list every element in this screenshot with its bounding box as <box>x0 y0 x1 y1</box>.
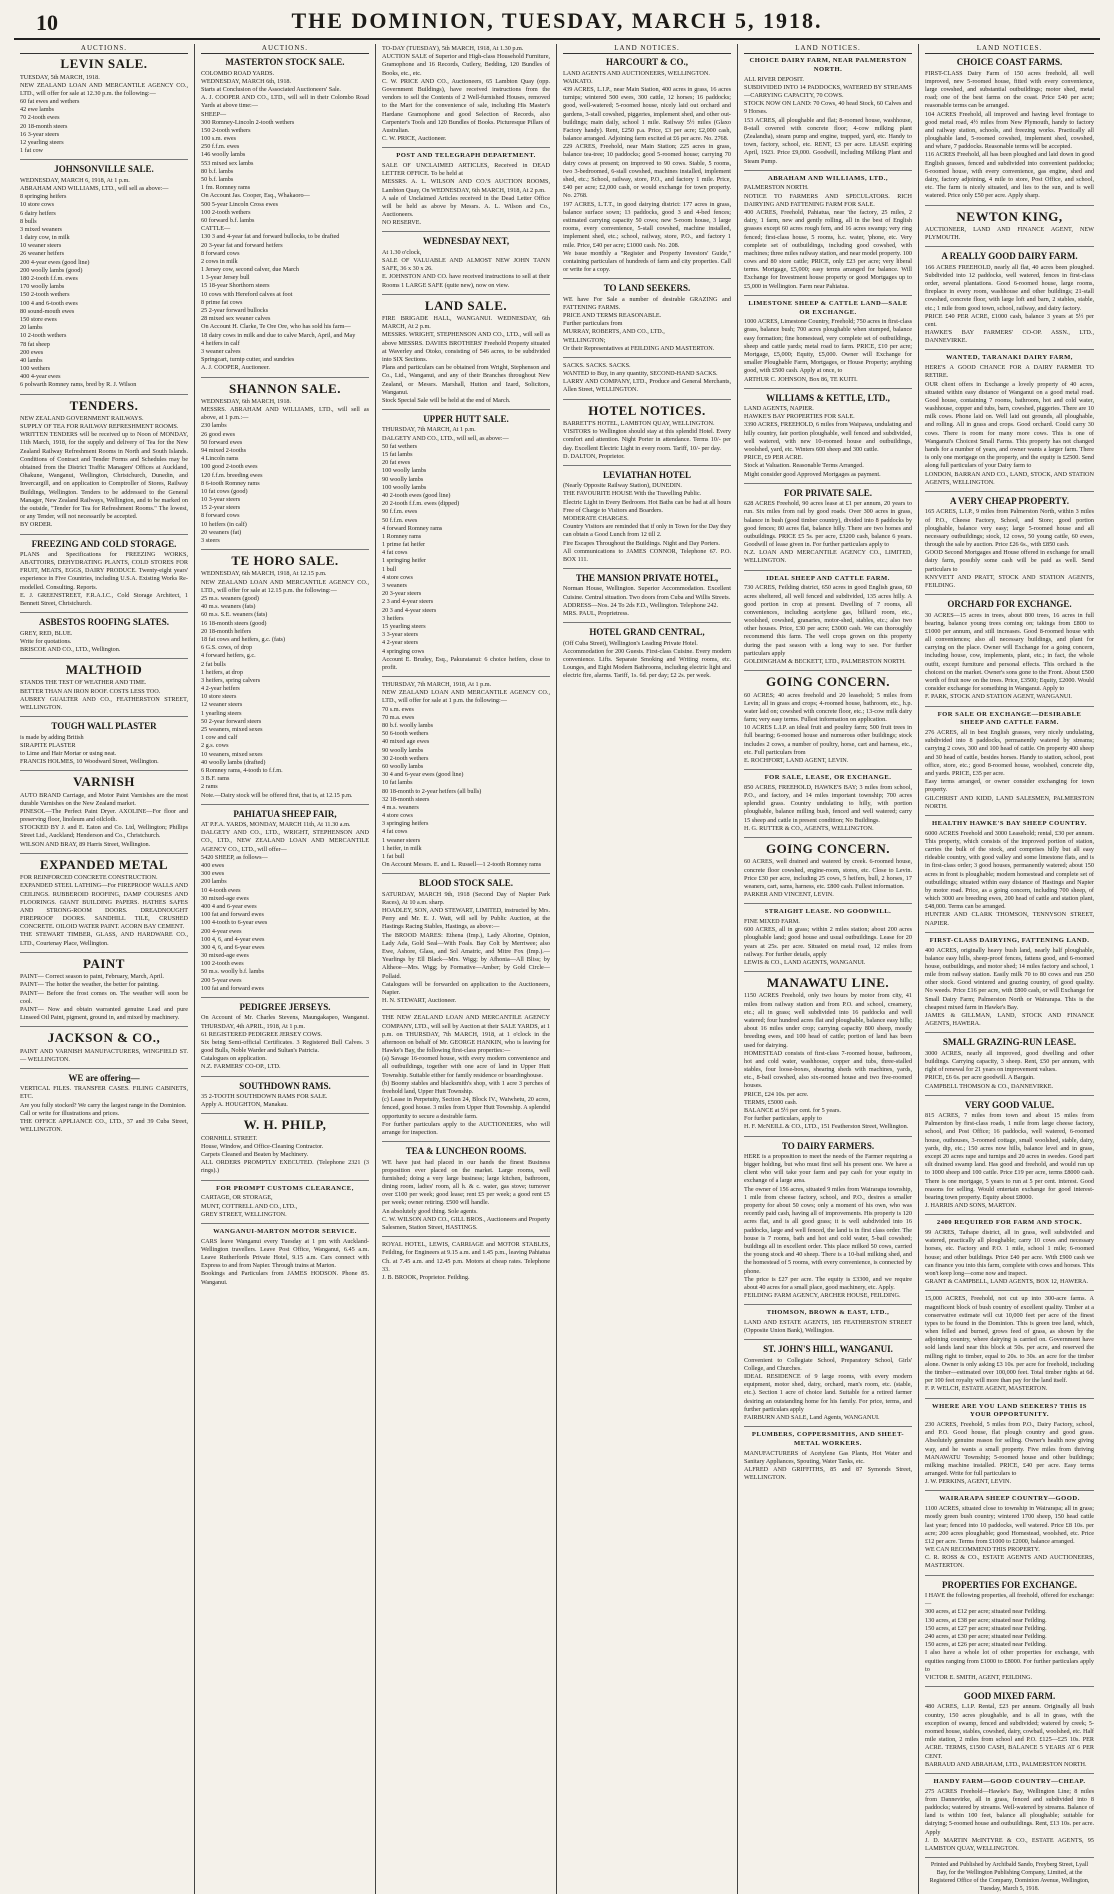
column-5 <box>738 44 919 1894</box>
advertisement-block <box>925 937 1094 1034</box>
advertisement-block <box>20 957 188 1027</box>
advertisement-block <box>201 1081 369 1115</box>
advertisement-text: THE NEW ZEALAND LOAN AND MERCANTILE AGENCY COMPANY, LTD., will sell by Auction at their SALE YARDS, at 1 p.m. on THURSDAY, 7th MARCH, 1918, at 1 o'clock in the afternoon on behalf of Mr. GEORGE HANKIN, who is leaving for Hawke's Bay, the following first-class properties:— (a) Savage 16-roomed house, with every modern convenience and all outbuildings, together with one acre of land in Upper Hutt Township. Suitable either for family residence or boardinghouse. (b) Boomy stables and blacksmith's shop, with 1 acre 3 perches of freehold land, Upper Hutt Township. (c) Lease in Perpetuity, Section 24, Block IV., Waiwhetu, 20 acres, fenced, good house. 3 miles from Upper Hutt Township. A splendid opportunity to secure a desirable farm. For further particulars apply to the AUCTIONEERS, who will arrange for inspection. <box>382 1014 550 1136</box>
advertisement-block <box>563 57 731 279</box>
advertisement-text: WEDNESDAY, MARCH 6, 1918, At 1 p.m. ABRAHAM AND WILLIAMS, LTD., will sell as above:— 8 springing heifers 10 store cows 6 dairy heifers 8 bulls 3 mixed weaners 1 dairy cow, in milk 10 weaner steers 26 weaner heifers 200 4-year ewes (good line) 200 woolly lambs (good) 180 2-tooth f.f.m. ewes 170 woolly lambs 150 2-tooth wethers 100 4 and 6-tooth ewes 80 sound-mouth ewes 150 store ewes 20 lambs 10 2-tooth wethers 78 fat sheep 200 ewes 40 lambs 100 wethers 400 4-year ewes 6 polwarth Romney rams, bred by R. J. Wilson <box>20 176 169 389</box>
advertisement-title: ORCHARD FOR EXCHANGE. <box>947 599 1072 610</box>
advertisement-text: 276 ACRES, all in best English grasses, very nicely undulating, subdivided into 8 paddocks, permanently watered by streams; carrying 2 cows, 300 and 100 head of cattle. On property 400 sheep and 30 head of cattle, besides horses. Handy to station, school, post office, store, etc.; good 8-roomed house, woolshed, concrete dip, and yards. PRICE, £35 per acre. Easy terms arranged, or owner consider exchanging for town property. GILCHRIST AND KIDD, LAND SALESMEN, PALMERSTON NORTH. <box>925 729 1094 810</box>
advertisement-title: ASBESTOS ROOFING SLATES. <box>39 617 169 628</box>
advertisement-block <box>20 1031 188 1069</box>
advertisement-text: WEDNESDAY, 6th MARCH, 1918, At 12.15 p.m. NEW ZEALAND LOAN AND MERCANTILE AGENCY CO., LTD., will offer for sale at 12.15 p.m. the following:— 25 m.s. weaners (good) 40 m.s. weaners (fats) 60 m.s. S.E. weaners (fats) 16 18-month steers (good) 20 18-month heifers 18 fat cows and heifers, g.c. (fats) 6 G.S. cows, of drop 4 forward heifers, g.c. 2 fat bulls 1 heifers, at drop 3 heifers, spring calvers 4 2-year heifers 10 store steers 12 weaner steers 1 yearling steers 50 2-year forward steers 25 weaners, mixed sexes 1 cow and calf 2 g.s. cows 10 weaners, mixed sexes 40 woolly lambs (drafted) 6 Romney rams, 4-tooth to f.f.m. 3 B.F. rams 2 rams Note.—Dairy stock will be offered first, that is, at 12.15 p.m. <box>201 570 369 799</box>
advertisement-block <box>382 236 550 294</box>
advertisement-text: FOR REINFORCED CONCRETE CONSTRUCTION. EXPANDED STEEL LATHING—For FIREPROOF WALLS AND CEILINGS. RUBBEROID ROOFING, DAMP COURSES AND FLOORINGS. GIANT BUILDING PAPERS. HATHES SAFES AND STRONG-ROOM DOORS. DREADNOUGHT FIREPROOF DOORS. SANDHILL TILE, CRUSHED CONCRETE. OILOID WATER PAINT. ACORN BAY CEMENT. THE STEWART TIMBER, GLASS, AND HARDWARE CO., LTD., Courtenay Place, Wellington. <box>20 874 188 947</box>
advertisement-block <box>744 393 912 484</box>
advertisement-block <box>20 775 188 854</box>
advertisement-text: 730 ACRES, Feilding district, 650 acres in good English grass, 60 acres sheltered, all well fenced and subdivided, 135 acres hilly. A good portion in crop at present. Dwelling of 7 rooms, all conveniences, including acetylene gas, billiard room, etc., woolshed, cowshed, granaries, motor-shed, stables, etc.; also two other houses. Price, £30 per acre; £3000 cash. We can thoroughly recommend this farm. The well crops grown on this property during the past season with a long way to see. For further particulars apply GOLDINGHAM & BECKETT, LTD., PALMERSTON NORTH. <box>744 584 912 666</box>
advertisement-text: Norman House, Wellington. Superior Accommodation. Excellent Cuisine. Central situation. Two doors from Cuba and Willis Streets. ADDRESS—Nos. 24 To 2ds F.D., Wellington. Telephone 242. MRS. PAUL, Proprietress. <box>563 585 731 618</box>
advertisement-title: GOING CONCERN. <box>765 674 890 690</box>
advertisement-title: FREEZING AND COLD STORAGE. <box>31 538 177 549</box>
advertisement-title: HOTEL NOTICES. <box>588 402 706 418</box>
advertisement-text: 815 ACRES, 7 miles from town and about 15 miles from Palmerston by first-class roads, 1 mile from large cheese factory, school, and Post Office; 16 paddocks, well watered, 6-roomed house, outhouses, 3-roomed cottage, small woolshed, stable, dairy, yards, dip, etc.; 150 acres now hills, balance level and in grass, except 20 acres rape and turnips and 20 acres in swedes. Good part silt drained swamp land. Has good and freehold, and would run up to 1000 sheep and 100 cattle. Price £19 per acre, terms £8000 cash. There is one mortgage, 5 years to run at 5 per cent. interest. Good reasons for selling. Would entertain exchange for good interest-bearing town property. Equity about £8000. J. HARRIS AND SONS, MARTON. <box>925 1112 1094 1210</box>
advertisement-text: 6000 ACRES Freehold and 3000 Leasehold; rental, £30 per annum. This property, which consists of the improved portion of station, carries the bulk of the stock, and comprises hilly but all easy rideable country, with good valley and some limestone flats, and is in first-class order; 3 good houses, permanently watered; about 150 acres in front is ploughable; modern homestead and complete set of outbuildings; situated within easy distance of Hastings and Napier by motor road. Price, as a going concern, including 700 sheep, of which 3000 are breeding ewes, 200 head of cattle and station plant, £48,000. Terms can be arranged. HUNTER AND CLARK THOMSON, TENNYSON STREET, NAPIER. <box>925 829 1094 927</box>
advertisement-text: ALL RIVER DEPOSIT. SUBDIVIDED INTO 14 PADDOCKS, WATERED BY STREAMS—CARRYING CAPACITY, 70 COWS. STOCK NOW ON LAND: 70 Cows, 40 head Stock, 60 Calves and 9 Horses. 153 ACRES, all ploughable and flat; 8-roomed house, washhouse, 8-stall covered with concrete floor; 4-cow milking plant (Zealandia), steam pump and engine, trapped, yard, etc. Handy to town, factory, school, etc. RENT, £3 per acre. LEASE expiring April, 1923. Price £9,000. Goodwill, including Milking Plant and Steam Pump. <box>744 75 912 165</box>
advertisement-title: LEVIATHAN HOTEL <box>602 469 692 480</box>
advertisement-text: ROYAL HOTEL, LEWIS, CARRIAGE and MOTOR STABLES, Feilding, for Engineers at 9.15 a.m. and 1.45 p.m., leaving Pahiatua Ch. at 7.45 a.m. and 12.45 p.m. Motors at cheap rates. Telephone 33. J. B. BROOK, Proprietor. Feilding. <box>382 1241 550 1281</box>
advertisement-block <box>382 878 550 1010</box>
advertisement-title: FOR SALE OR EXCHANGE—DESIRABLE SHEEP AND CATTLE FARM. <box>937 710 1082 727</box>
advertisement-title: POST AND TELEGRAPH DEPARTMENT. <box>396 152 536 160</box>
column-2 <box>195 44 376 1894</box>
advertisement-block <box>201 809 369 998</box>
advertisement-text: Convenient to Collegiate School, Preparatory School, Girls' College, and Churches. IDEAL RESIDENCE of 9 large rooms, with every modern equipment, motor shed, dairy, orchard, man's room, etc. (stable, etc.). Section 1 acre of choice land. Suitable for a retired farmer desiring an outstanding home for his family. For price, terms, and further particulars apply FAIRBURN AND SALE, Land Agents, WANGANUI. <box>744 1356 912 1422</box>
advertisement-block <box>201 1002 369 1077</box>
advertisement-block <box>925 1295 1094 1398</box>
advertisement-title: TO DAIRY FARMERS. <box>781 1140 875 1151</box>
advertisement-title: TENDERS. <box>69 397 139 413</box>
advertisement-title: LEVIN SALE. <box>60 56 148 72</box>
advertisement-text: FINE MIXED FARM. 600 ACRES, all in grass; within 2 miles station; about 200 acres ploughable land; good house and usual outbuildings. Lease for 20 years at 25s. per acre. Situated on metal road, 12 miles from railway. For further details, apply LEWIS & CO., LAND AGENTS, WANGANUI. <box>744 917 912 966</box>
advertisement-text: PAINT— Correct season to paint, February, March, April. PAINT— The hotter the weather, the better for painting. PAINT— Before the frost comes on. The weather will soon be cool. PAINT— Now and obtain warranted genuine Lead and pure Linseed Oil Paint, pigment, ground in, and mixed by machinery. <box>20 973 188 1022</box>
column-6 <box>919 44 1100 1894</box>
advertisement-block <box>925 1219 1094 1291</box>
advertisement-title: TO LAND SEEKERS. <box>603 283 691 294</box>
advertisement-title: CHOICE DAIRY FARM, NEAR PALMERSTON NORTH. <box>749 57 907 73</box>
advertisement-title: WILLIAMS & KETTLE, LTD., <box>766 392 890 403</box>
advertisement-block <box>20 721 188 771</box>
advertisement-title: A VERY CHEAP PROPERTY. <box>949 495 1070 506</box>
advertisement-title: FOR PRIVATE SALE. <box>784 487 872 498</box>
advertisement-block <box>382 414 550 677</box>
advertisement-text: HERE'S A GOOD CHANCE FOR A DAIRY FARMER TO RETIRE. OUR client offers in Exchange a lovely property of 40 acres, situated within easy distance of Wanganui on a good metal road. Good house, containing 7 rooms, bathroom, hot and cold water, washhouse, copper and tubs, barn, cowshed, piggeries. There are 10 milk cows. Phone laid on. Well laid out grounds, all ploughable, and rolling. All in grass and crops. Good orchard. Could carry 30 cows. There is room for many more cows. This is one of Wanganui's Choicest Small Farms. This property has not changed hands for a number of years, and owner wants a larger farm. There is only one mortgage on the property, and the equity is £2500. Send along full particulars of your Dairy farm to LONDON, BARRAN AND CO., LAND, STOCK, AND STATION AGENTS, WELLINGTON. <box>925 364 1094 486</box>
advertisement-block <box>744 1344 912 1427</box>
advertisement-text: VERTICAL FILES. TRANSFER CASES. FILING CABINETS, ETC. Are you fully stocked? We carry the largest range in the Dominion. Call or write for illustrations and prices. THE OFFICE APPLIANCE CO., LTD., 37 and 39 Cuba Street, WELLINGTON. <box>20 1085 188 1134</box>
advertisement-block <box>563 573 731 623</box>
publisher-imprint: Printed and Published by Archibald Sando, Freyberg Street, Lyall Bay, for the Wellington Publishing Company, Limited, at the Registered Office of the Company, Dominion Avenue, Wellington, Tuesday, March 5, 1918. <box>929 1862 1090 1892</box>
advertisement-text: 35 2-TOOTH SOUTHDOWN RAMS FOR SALE. Apply A. HOUGHTON, Manakau. <box>201 1093 328 1109</box>
advertisement-text: 15,000 ACRES, Freehold, not cut up into 300-acre farms. A magnificent block of bush country of excellent quality. Timber at a conservative estimate will cut 10,000 feet per acre of the finest types to be found in the Dominion. This is green tree land, which, when felled and burned, grows feed of grass, as shown by the adjoining country, where dairying is carried on. Government have sold lands land near this block at 50s. per acre, and reserved the milling right to timber, equal to 20s. to 30s. an acre for the timber alone. Owner is only asking £3 10s. per acre for freehold, including the timber—estimated over 100,000 feet. Total timber rights at 6d. per 100 feet royalty will more than pay for the land itself. F. P. WELCH, ESTATE AGENT, MASTERTON. <box>925 1295 1094 1393</box>
advertisement-title: STRAIGHT LEASE. NO GOODWILL. <box>764 908 892 916</box>
advertisement-text: 628 ACRES Freehold, 90 acres lease at £1 per annum, 20 years to run. Six miles from rail by good roads. Over 300 acres in grass, balance in bush (good timber country), divided into 8 paddocks by good fences; 80 acres flat, balance hilly. There are two homes and outbuildings. PRICE £5 5s. per acre, £3200 cash, balance 6 years. Goodwill of lease given in. For further particulars apply to N.Z. LOAN AND MERCANTILE AGENCY CO., LIMITED, WELLINGTON. <box>744 500 912 565</box>
advertisement-block <box>201 382 369 551</box>
advertisement-title: PAINT <box>83 955 125 971</box>
advertisement-block <box>925 210 1094 248</box>
advertisement-title: NEWTON KING, <box>956 208 1063 224</box>
advertisement-title: MANAWATU LINE. <box>766 975 890 991</box>
advertisement-block <box>744 675 912 770</box>
advertisement-block <box>925 1495 1094 1575</box>
advertisement-block <box>925 1037 1094 1095</box>
advertisement-block <box>20 1073 188 1138</box>
advertisement-text: LAND AND ESTATE AGENTS, 185 FEATHERSTON STREET (Opposite Union Bank), Wellington. <box>744 1318 912 1335</box>
advertisement-text: THURSDAY, 7th MARCH, At 1 p.m. DALGETY AND CO., LTD., will sell, as above:— 50 fat wethers 15 fat lambs 20 fat ewes 100 woolly lambs 90 woolly lambs 100 woolly lambs 40 2-tooth ewes (good line) 20 2-tooth f.f.m. ewes (dipped) 90 f.f.m. ewes 50 f.f.m. ewes 4 forward Romney rams 1 Romney rams 1 prime fat heifer 4 fat cows 1 springing heifer 1 bull 4 store cows 3 weaners 20 3-year steers 2 3 and 4-year steers 20 3 and 4-year steers 3 heifers 15 yearling steers 3 3-year steers 4 2-year steers 4 springing cows Account E. Brudey, Esq., Pakuratanui: 6 choice heifers, close to profit. <box>382 426 550 671</box>
advertisement-title: PAHIATUA SHEEP FAIR, <box>233 808 337 819</box>
advertisement-block <box>925 1580 1094 1687</box>
advertisement-title: THOMSON, BROWN & EAST, LTD., <box>766 1309 890 1317</box>
advertisement-block <box>563 470 731 569</box>
advertisement-text: THURSDAY, 7th MARCH, 1918, At 1 p.m. NEW ZEALAND LOAN AND MERCANTILE AGENCY CO., LTD., will offer for sale at 1 p.m. the following:— 70 s.m. ewes 70 m.a. ewes 80 b.f. woolly lambs 50 6-tooth wethers 40 mixed age ewes 90 woolly lambs 30 2-tooth wethers 60 woolly lambs 30 4 and 6-year ewes (good line) 10 fat lambs 80 18-month to 2-year heifers (all bulls) 32 18-month steers 4 m.s. weaners 4 store cows 3 springing heifers 4 fat cows 1 weaner steers 1 heifer, in milk 1 fat bull On Account Messrs. E. and L. Russell—1 2-tooth Romney rams <box>382 681 550 869</box>
advertisement-block <box>925 1100 1094 1216</box>
column-heading: LAND NOTICES. <box>925 44 1094 54</box>
advertisement-text: WE have For Sale a number of desirable GRAZING and FATTENING FARMS. PRICE AND TERMS REASONABLE. Further particulars from MURRAY, ROBERTS, AND CO., LTD., WELLINGTON; Or their Representatives at FEILDING AND MASTERTON. <box>563 295 731 352</box>
advertisement-title: VERY GOOD VALUE. <box>964 1099 1055 1110</box>
advertisement-title: HANDY FARM—GOOD COUNTRY—CHEAP. <box>933 1777 1086 1785</box>
advertisement-block <box>201 1118 369 1180</box>
column-heading: AUCTIONS. <box>20 44 188 54</box>
advertisement-text: STANDS THE TEST OF WEATHER AND TIME. BETTER THAN AN IRON ROOF. COSTS LESS TOO. AUBREY GUALTER AND CO., FEATHERSTON STREET, WELLINGTON. <box>20 679 188 711</box>
advertisement-block <box>20 663 188 717</box>
advertisement-title: FOR PROMPT CUSTOMS CLEARANCE, <box>216 1184 354 1192</box>
advertisement-text: LAND AGENTS, NAPIER. HAWKE'S BAY PROPERTIES FOR SALE. 3390 ACRES, FREEHOLD, 6 miles from Waipawa, undulating and hilly country, fair portion ploughable, well fenced and subdivided, well watered, with new 10-roomed house and outbuildings, woolshed, yard, etc. Winters 600 sheep and 300 cattle. PRICE, £9 PER ACRE. Stock at Valuation. Reasonable Terms Arranged. Might consider good Approved Mortgages as payment. <box>744 405 912 478</box>
advertisement-text: HERE is a proposition to meet the needs of the Farmer requiring a bigger holding, but who must first sell his present one. We have a client who will take your farm and pay cash for your equity in exchange of a large area. The owner of 156 acres, situated 9 miles from Wairarapa township, 1 mile from cheese factory, school, and P.O., desires a smaller property for about 50 cows; only a moment of his own, who was recently paid cash, having all of improvements. His property is 120 acres flat, and is all good grass; it is well subdivided into 16 paddocks, large and well fenced, the land is in first class order. The house is 7 rooms, bath and hot and cold water, 5-bail cowshed; buildings all in excellent order. This place milked 50 cows, carried the young stock and 40 sheep. There is a 10-bail milking shed, and the homestead of 5 rooms, with every convenience, is connected by phone. The price is £27 per acre. The equity is £3300, and we require about 40 acres for a small place, good machinery, etc. Apply. FEILDING FARM AGENCY, ARCHER HOUSE, FEILDING. <box>744 1152 912 1300</box>
column-1 <box>14 44 195 1894</box>
column-heading: AUCTIONS. <box>201 44 369 54</box>
advertisement-title: TEA & LUNCHEON ROOMS. <box>405 1146 527 1157</box>
advertisement-text: 3000 ACRES, nearly all improved, good dwelling and other buildings. Carrying capacity, 3 sheep. Rent, £50 per annum, with right of renewal for 21 years on improvement values. PRICE, £6 6s. per acre goodwill. A Bargain. CAMPBELL THOMSON & CO., DANNEVIRKE. <box>925 1049 1094 1090</box>
advertisement-block <box>201 1228 369 1291</box>
advertisement-text: WE have just had placed in our hands the finest Business proposition ever placed on the market. Large rooms, well furnished; doing a very large business; large kitchen, bathroom, dining room, ladies' room, all h. & c. water, gas stove; turnover over £100 per week; good lease; rent £5 per week; a good rent £5 per week; owner retiring. £500 will handle. An absolutely good thing. Sole agents. C. W. WILSON AND CO., GILL BROS., Auctioneers and Property Salesmen, Station Street, HASTINGS. <box>382 1158 550 1231</box>
advertisement-text: CARS leave Wanganui every Tuesday at 1 pm with Auckland-Wellington travellers. Leave Post Office, Wanganui, 6.45 a.m. Leave Rutherfords Private Hotel, 9.15 a.m. Cars connect with Express to and from Napier. Through trains at Marton. Bookings and Particulars from JAMES HODSON. Phone 85. Wanganui. <box>201 1237 369 1286</box>
advertisement-block <box>925 1778 1094 1858</box>
advertisement-block <box>925 1403 1094 1492</box>
advertisement-text: PALMERSTON NORTH. NOTICE TO FARMERS AND SPECULATORS. RICH DAIRYING AND FATTENING FARM FOR SALE. 400 ACRES, Freehold, Pahiatua, near 'the factory, 25 miles, 2 dairy, 1 farm, new and gently rolling, all in the best of English grasses except 60 acres rough fern, and 16 acres swamp; very ring fenced; first-class house, 5 rooms, h.c. water, 'phone, etc. Very complete set of outbuildings, including good cowshed, with machines; three miles railway station, and near model property. 100 cows and 80 store cattle; PRICE, only £23 per acre; very liberal terms. Mortgage, £5,000; easy terms arranged for balance. Will Exchange for Investment house property or good Mortgages up to £5,000 in Wellington. Farm near Pahiatua. <box>744 184 912 290</box>
advertisement-block <box>201 57 369 377</box>
advertisement-text: TUESDAY, 5th MARCH, 1918. NEW ZEALAND LOAN AND MERCANTILE AGENCY CO., LTD., will offer for sale at 12.30 p.m. the following:— 60 fat ewes and wethers 42 ewe lambs 70 2-tooth ewes 20 18-month steers 16 3-year steers 12 yearling steers 1 fat cow <box>20 73 188 155</box>
advertisement-block <box>563 627 731 684</box>
advertisement-text: AT P.F.A. YARDS, MONDAY, MARCH 11th, At 11.30 a.m. DALGETY AND CO., LTD., WRIGHT, STEPHENSON AND CO., LTD., NEW ZEALAND LOAN AND MERCANTILE AGENCY CO., LTD., will offer— 5420 SHEEP, as follows— 400 ewes 300 ewes 200 lambs 10 4-tooth ewes 30 mixed-age ewes 400 4 and 6-year ewes 100 fat and forward ewes 100 4-tooth to 6-year ewes 200 4-year ewes 100 4, 6, and 4-year ewes 300 4, 6, and 6-year ewes 30 mixed-age ewes 100 2-tooth ewes 50 m.s. woolly b.f. lambs 200 5-year ewes 100 fat and forward ewes <box>201 821 369 992</box>
advertisement-text: 480 ACRES, L.I.P. Rental, £23 per annum. Originally all bush country, 150 acres ploughable, and is all in grass, with the exception of swamp, fenced and subdivided; watered by creek; 5-roomed house, stables, cowshed, dairy, cowbail, woolshed, etc. Half mile station, 2 miles from school and P.O. £125—£25 10s. PER ACRE. TERMS, £1500 CASH, BALANCE 5 YEARS AT 6 PER CENT. BARRAUD AND ABRAHAM, LTD., PALMERSTON NORTH. <box>925 1703 1094 1768</box>
advertisement-text: PAINT AND VARNISH MANUFACTURERS, WINGFIELD ST. — WELLINGTON. <box>20 1047 188 1063</box>
advertisement-block <box>744 488 912 571</box>
advertisement-title: MASTERTON STOCK SALE. <box>225 57 345 68</box>
advertisement-title: PEDIGREE JERSEYS. <box>239 1002 331 1013</box>
advertisement-text: 1100 ACRES, situated close to township in Wairarapa; all in grass; mostly green bush country; wintered 1700 sheep, 150 head cattle last year; fenced into 10 paddocks, well watered. Price £8 10s. per acre; 200 acres ploughable; good Homestead, woolshed, etc. Price £12 per acre. Terms from £1000 to £2000, balance arranged. WE CAN RECOMMEND THIS PROPERTY. C. R. ROSS & CO., ESTATE AGENTS AND AUCTIONEERS, MASTERTON. <box>925 1505 1094 1570</box>
advertisement-block <box>382 1014 550 1142</box>
advertisement-text: 166 ACRES FREEHOLD, nearly all flat, 40 acres been ploughed. Subdivided into 12 paddocks, well watered, fences in first-class order, several plantations. Good 6-roomed house, large rooms, fireplace in every room, washhouse and other buildings; 21-stall cowshed, concrete floor, with large loft and barn, 2 stables, stable, etc.; 1 mile from good town, school, railway, and dairy factory. PRICE £40 PER ACRE, £1000 cash, balance 3 years at 5½ per cent. HAWKE'S BAY FARMERS' CO-OP. ASSN., LTD., DANNEVIRKE. <box>925 263 1094 345</box>
advertisement-text: COLOMBO ROAD YARDS. WEDNESDAY, MARCH 6th, 1918. Starts at Conclusion of the Associated Auctioneers' Sale. A. J. COOPER AND CO., LTD., will sell in their Colombo Road Yards at above time:— SHEEP— 300 Romney-Lincoln 2-tooth wethers 150 2-tooth wethers 100 s.m. ewes 250 f.f.m. ewes 146 woolly lambs 553 mixed sex lambs 80 b.f. lambs 50 b.f. lambs 1 fm. Romney rams On Account Jas. Cooper, Esq., Whakaoro— 500 5-year Lincoln Cross ewes 100 2-tooth wethers 60 forward b.f. lambs CATTLE— 130 3 and 4-year fat and forward bullocks, to be drafted 20 3-year fat and forward heifers 8 forward cows 2 cows in milk 1 Jersey cow, second calver, due March 1 3-year Jersey bull 15 18-year Shorthorn steers 10 cows with Hereford calves at foot 8 prime fat cows 25 2-year forward bullocks 28 mixed sex weaner calves On Account H. Clarke, Te Ore Ore, who has sold his farm— 18 dairy cows in milk and due to calve March, April, and May 4 heifers in calf 3 weaner calves Springcart, turnip cutter, and sundries A. J. COOPER, Auctioneer. <box>201 69 369 372</box>
advertisement-text: SALE OF UNCLAIMED ARTICLES, Received in DEAD LETTER OFFICE. To be held at MESSRS. A. L. WILSON AND CO.'S AUCTION ROOMS, Lambton Quay, On WEDNESDAY, 6th MARCH, 1918, At 2 p.m. A sale of Unclaimed Articles received in the Dead Letter Office will be held as above by Messrs. A. L. Wilson and Co., Auctioneers. NO RESERVE. <box>382 161 550 227</box>
advertisement-text: 165 ACRES, L.I.P., 9 miles from Palmerston North, within 3 miles of P.O., Cheese Factory, School, and Store; good portion ploughable, balance very easy; large 5-roomed house and all necessary outbuildings; stock, 12 cows, 50 young cattle, 60 ewes, through the sale by auction. Price £26 6s., with £850 cash. GOOD Second Mortgages and House offered in exchange for small dairy farm, possibly some cash will be paid as well. Send particulars to KNYVETT AND PRATT, STOCK AND STATION AGENTS, FEILDING. <box>925 508 1094 590</box>
advertisement-block <box>201 1185 369 1224</box>
advertisement-block <box>563 362 731 400</box>
advertisement-text: NEW ZEALAND GOVERNMENT RAILWAYS. SUPPLY OF TEA FOR RAILWAY REFRESHMENT ROOMS. WRITTEN TENDERS will be received up to Noon of MONDAY, 11th March, 1918, for the supply and delivery of Tea for the New Zealand Railway Refreshment Rooms in North and South Islands. Conditions of Contract and Tender Forms and Schedules may be obtained from the District Traffic Managers' Offices at Auckland, Ohakune, Wanganui, Wellington, Christchurch, Dunedin, and Invercargill, and on application to Comptroller of Stores, Railway Buildings, Wellington. Tenders to be addressed to the General Manager, New Zealand Railways, Wellington, and to be marked on the outside, "Tender for Tea for Refreshment Rooms." The lowest, or any Tender, will not necessarily be accepted. BY ORDER. <box>20 414 188 529</box>
advertisement-title: PLUMBERS, COPPERSMITHS, AND SHEET-METAL WORKERS. <box>751 1431 905 1447</box>
advertisement-text: MANUFACTURERS of Acetylene Gas Plants, Hot Water and Sanitary Appliances, Spouting, Water Tanks, etc. ALFRED AND GRIFFITHS, 85 and 87 Symonds Street, WELLINGTON. <box>744 1449 912 1482</box>
advertisement-block <box>925 1691 1094 1774</box>
advertisement-title: VARNISH <box>73 774 135 790</box>
advertisement-block <box>382 1241 550 1286</box>
advertisement-block <box>925 820 1094 933</box>
advertisement-block <box>744 57 912 170</box>
advertisement-block <box>20 57 188 160</box>
advertisement-text: BARRETT'S HOTEL, LAMBTON QUAY, WELLINGTON. VISITORS to Wellington should stay at this splendid Hotel. Every comfort and attention. Night Porter in attendance. Terms 10/- per day. Excellent Electric Light in every room. Tariff, 10/- per day. D. DALTON, Proprietor. <box>563 419 731 460</box>
advertisement-block <box>744 774 912 838</box>
advertisement-title: FIRST-CLASS DAIRYING, FATTENING LAND. <box>929 936 1090 944</box>
advertisement-block <box>382 1146 550 1237</box>
advertisement-text: AUCTIONEER, LAND AND FINANCE AGENT, NEW PLYMOUTH. <box>925 225 1094 242</box>
advertisement-title: 2400 REQUIRED FOR FARM AND STOCK. <box>936 1219 1083 1227</box>
advertisement-title: WHERE ARE YOU LAND SEEKERS? THIS IS YOUR OPPORTUNITY. <box>932 1402 1087 1419</box>
advertisement-title: JOHNSONVILLE SALE. <box>54 164 154 175</box>
advertisement-text: is made by adding British SIRAPITE PLASTER to Lime and Hair Mortar or using neat. FRANCIS HOLMES, 10 Woodward Street, Wellington. <box>20 733 159 766</box>
advertisement-text: FIRE BRIGADE HALL, WANGANUI. WEDNESDAY, 6th MARCH, At 2 p.m. MESSRS. WRIGHT, STEPHENSON AND CO., LTD., will sell as above MESSRS. DAVIES BROTHERS' Freehold Property situated at Waverley and Otoko, consisting of 546 acres, to be subdivided into SIX Sections. Plans and particulars can be obtained from Wright, Stephenson and Co., Ltd., Wanganui, and any of their Branches throughout New Zealand, or Messrs. Marshall, Hutton and Izard, Solicitors, Wanganui. Stock Special Sale will be held at the end of March. <box>382 315 550 404</box>
advertisement-text: FIRST-CLASS Dairy Farm of 150 acres freehold, all well improved, new 5-roomed house, fitted with every convenience, large cowshed, and substantial outbuildings; motor shed, metal road; one of the best farms on the coast. Price £40 per acre; reasonable terms can be arranged. 104 ACRES Freehold, all improved and having level frontage to good metal road, 4½ miles from New Plymouth, handy to factory and railway station, schools, and freezing works. Practically all ploughable land, 5-roomed cowshed, implement shed, cowshed, and whare, 7 paddocks. Reasonable terms will be accepted. 116 ACRES Freehold, all has been ploughed and laid down in good English grasses, fenced and subdivided into convenient paddocks; 6-roomed house, with every convenience, gas engine, shed and dairy, factory adjoining, 4 mile to store, Post Office, and school, etc. The farm is nicely situated, and lies to the sun, and is well watered. Price only £50 per acre. Apply sharp. <box>925 69 1094 200</box>
advertisement-text: TO-DAY (TUESDAY), 5th MARCH, 1918, At 1.30 p.m. AUCTION SALE of Superior and High-class Household Furniture, Gramophone and 16 Records, Cutlery, Bedding, 120 Bundles of Books, etc., etc. C. W. PRICE AND CO., Auctioneers, 65 Lambton Quay (opp. Government Buildings), have received instructions from the vendors to sell the Contents of 2 Well-furnished Houses, removed to the Mart for the convenience of sale, including His Master's Hardane Gramophone and good Selection of Records, also Carpenter's Tools and 120 Bundles of Books. Picturesque Pillars of Australian. C. W. PRICE, Auctioneer. <box>382 45 550 143</box>
advertisement-title: JACKSON & CO., <box>47 1030 161 1046</box>
advertisement-block <box>20 539 188 614</box>
newspaper-columns <box>14 44 1100 1892</box>
advertisement-text: 60 ACRES, well drained and watered by creek. 6-roomed house, concrete floor cowshed, engine-room, stores, etc. Close to Levin. Price £30 per acre, including 25 cows, 5 heifers, bull, 2 horses, 17 weaners, cart, sams, harness, etc. £800 cash. Fullest information. PARKER AND VINCENT, LEVIN. <box>744 858 912 899</box>
advertisement-text: On Account of Mr. Charles Stevens, Maungakapeo, Wanganui. THURSDAY, 4th APRIL, 1918, At 1 p.m. 61 REGISTERED PEDIGREE JERSEY COWS. Six being Semi-official Certificates. 3 Registered Bull Calves. 3 good Bulls, Noble Warder and Sultan's Patricia. Catalogues on application. N.Z. FARMERS' CO-OP., LTD. <box>201 1014 369 1071</box>
advertisement-title: TE HORO SALE. <box>231 553 339 569</box>
advertisement-block <box>744 300 912 389</box>
advertisement-title: UPPER HUTT SALE. <box>423 414 509 425</box>
advertisement-text: 1000 ACRES, Limestone Country, Freehold; 750 acres in first-class grass, balance bush; 700 acres ploughable when stumped, balance easy formation; fine homestead, very complete set of outbuildings, sheep and cattle yards; metal road to farm. PRICE, £10 per acre; Mortgage, £5,000; Equity, £5,000. Owner will Exchange for smaller Ploughable Farm, Mortgages, or House Property; anything good, with £500 cash. Apply at once, to ARTHUR C. JOHNSON, Box 86, TE KUITI. <box>744 318 913 383</box>
advertisement-block <box>20 399 188 535</box>
advertisement-title: WANTED, TARANAKI DAIRY FARM, <box>946 354 1073 362</box>
advertisement-text: I HAVE the following properties, all freehold, offered for exchange:— 300 acres, at £12 per acre; situated near Feilding. 130 acres, at £38 per acre; situated near Feilding. 150 acres, at £27 per acre; situated near Feilding. 240 acres, at £30 per acre; situated near Feilding. 150 acres, at £26 per acre; situated near Feilding. I also have a whole lot of other properties for exchange, with equities ranging from £1000 to £8000. For further particulars apply to VICTOR E. SMITH, AGENT, FEILDING. <box>925 1592 1094 1681</box>
advertisement-block <box>382 299 550 410</box>
newspaper-title: THE DOMINION, TUESDAY, MARCH 5, 1918. <box>291 8 823 33</box>
advertisement-block <box>20 164 188 394</box>
advertisement-title: FOR SALE, LEASE, OR EXCHANGE. <box>764 774 892 782</box>
advertisement-title: SHANNON SALE. <box>229 380 341 396</box>
advertisement-block <box>925 251 1094 350</box>
advertisement-block <box>382 152 550 232</box>
advertisement-title: ST. JOHN'S HILL, WANGANUI. <box>763 1344 893 1355</box>
advertisement-text: 99 ACRES, Taihape district, all in grass, well subdivided and watered, practically all ploughable; carry 10 cows and necessary horses, etc. Factory and P.O. 1 mile, school 1 mile; 6-roomed house; and other buildings. Price £40 per acre. With £900 cash we can finance you into this farm, complete with cows and horses. This won't keep long—come now and inspect. GRANT & CAMPBELL, LAND AGENTS, BOX 12, HAWERA. <box>925 1229 1094 1286</box>
advertisement-block <box>563 404 731 466</box>
advertisement-block <box>382 681 550 874</box>
advertisement-title: IDEAL SHEEP AND CATTLE FARM. <box>766 574 890 582</box>
advertisement-text: 60 ACRES; 40 acres freehold and 20 leasehold; 5 miles from Levin; all in grass and crops; 4-roomed house, bathroom, etc., h.p. water laid on; cowshed with concrete floor, etc.; 13-cow milk dairy farm; very easy terms. Fullest information on application. 10 ACRES L.I.P. an ideal fruit and poultry farm; 500 fruit trees in full bearing; 6-roomed house and numerous other buildings; stock includes 2 cows, a number of poultry, horse, cart and harness, etc., etc. Full particulars from E. ROCHFORT, LAND AGENT, LEVIN. <box>744 691 912 764</box>
advertisement-text: 275 ACRES Freehold—Hawke's Bay, Wellington Line; 8 miles from Dannevirke, all in grass, fenced and subdivided into 8 paddocks; watered by streams. Well-watered by streams. Balance of land is within 100 feet, balance all ploughable; suitable for dairying; 5-roomed house and outbuildings. Rent, £13 10s. per acre. Apply J. D. MARTIN McINTYRE & CO., ESTATE AGENTS, 95 LAMBTON QUAY, WELLINGTON. <box>925 1787 1094 1852</box>
column-4 <box>557 44 738 1894</box>
advertisement-title: WEDNESDAY NEXT, <box>422 236 510 247</box>
advertisement-title: HOTEL GRAND CENTRAL, <box>589 627 705 638</box>
column-3 <box>376 44 557 1894</box>
advertisement-text: 1150 ACRES Freehold, only two hours by motor from city, 41 miles from railway station and from P.O. and school, creamery, etc.; all in grass; well subdivided into 16 paddocks and well watered; four hundred acres flat and ploughable, balance easy hills; about 16 miles under crop; carrying capacity 800 sheep, mostly breeding ewes, and 100 head of cattle; portion of land has been used for dairying. HOMESTEAD consists of first-class 7-roomed house, bathroom, hot and cold water, washhouse, copper and tubs, three-stalled stables, four loose-boxes, shearing sheds with machines, yards, etc., 8-bail cowshed, also six-roomed house and two five-roomed houses. PRICE, £24 10s. per acre. TERMS, £5000 cash. BALANCE at 5½ per cent. for 5 years. For further particulars, apply to H. F. McNEILL & CO., LTD., 151 Featherston Street, Wellington. <box>744 992 912 1131</box>
advertisement-block <box>925 57 1094 205</box>
advertisement-title: BLOOD STOCK SALE. <box>418 878 514 889</box>
advertisement-block <box>744 908 912 972</box>
advertisement-title: CHOICE COAST FARMS. <box>956 57 1063 68</box>
advertisement-block <box>925 711 1094 816</box>
advertisement-title: SOUTHDOWN RAMS. <box>239 1080 331 1091</box>
advertisement-text: SACKS. SACKS. SACKS. WANTED to Buy, in any quantity, SECOND-HAND SACKS. LARRY AND COMPANY, LTD., Produce and General Merchants, Allen Street, WELLINGTON. <box>563 361 731 394</box>
advertisement-block <box>20 858 188 953</box>
advertisement-text: AUTO BRAND Carriage, and Motor Paint Varnishes are the most durable Varnishes on the New Zealand market. PINESOL—The Perfect Paint Dryer. AXOLINE—For floor and preserving floor, linoleum and oilcloth. STOCKED BY J. and E. Eaton and Co. Ltd, Wellington; Phillips Street Ltd., Auckland; Henderson and Co., Christchurch. WILSON AND BRAY, 89 Harris Street, Wellington. <box>20 791 188 848</box>
advertisement-block <box>744 976 912 1136</box>
advertisement-block <box>925 354 1094 492</box>
advertisement-title: WANGANUI-MARTON MOTOR SERVICE. <box>213 1227 357 1235</box>
advertisement-text: 850 ACRES, FREEHOLD, HAWKE'S BAY; 3 miles from school, P.O., and factory, and 14 miles important township; 700 acres splendid grass. Country undulating to hilly, with portion ploughable, balance milling bush, fenced and well watered; carry 15 sheep and cattle in present condition; No Buildings. H. G. RUTTER & CO., AGENTS, WELLINGTON. <box>744 783 912 832</box>
column-heading: LAND NOTICES. <box>563 44 731 54</box>
advertisement-block <box>201 554 369 805</box>
advertisement-title: TOUGH WALL PLASTER <box>51 721 157 732</box>
advertisement-block <box>563 283 731 358</box>
advertisement-text: 230 ACRES, Freehold, 5 miles from P.O., Dairy Factory, school, and P.O. Good house, flat plough country and good grass. Absolutely genuine reason for selling. Owner's health now giving way, and he wants a small property. Five miles from thriving MANAWATU Township; 5-roomed house and other buildings; milking machine installed. PRICE, £40 per acre. Easy terms arranged. Write for full particulars to J. W. PERKINS, AGENT, LEVIN. <box>925 1420 1094 1486</box>
advertisement-block <box>20 617 188 659</box>
advertisement-text: (Nearly Opposite Railway Station), DUNEDIN. THE FAVOURITE HOUSE With the Travelling Public. Electric Light in Every Bedroom. Hot Baths can be had at all hours Free of Charge to Visitors and Boarders. MODERATE CHARGES. Country Visitors are reminded that if only in Town for the Day they can obtain a Good Lunch from 12 till 2. Fire Escapes Throughout the Buildings. Night and Day Porters. All communications to JAMES CONNOR, Telephone 67. P.O. BOX 111. <box>563 482 731 563</box>
advertisement-block <box>925 496 1094 595</box>
advertisement-text: CARTAGE, OR STORAGE, MUNT, COTTRELL AND CO., LTD., GREY STREET, WELLINGTON. <box>201 1194 298 1218</box>
advertisement-title: GOING CONCERN. <box>765 841 890 857</box>
advertisement-text: GREY, RED, BLUE. Write for quotations. BRISCOE AND CO., LTD., Wellington. <box>20 629 121 653</box>
advertisement-block <box>382 45 550 148</box>
advertisement-text: 400 ACRES, originally heavy bush land, nearly half ploughable, balance easy hills, sheep-proof fences, fattens good, and 6-roomed house, outbuildings, and motor shed; 14 miles factory and school, 1 mile from railway station. Easily milk 70 to 80 cows and run 250 other stock. Good wintered and grazing country, of good quality. No weeds. Price £16 per acre, with £800 cash, or will Exchange for Small Dairy Farm; Palmerston North or Wairarapa. This is the cheapest mixed farm in Hawke's Bay. JAMES & GILLMAN, LAND, STOCK AND FINANCE AGENTS, HAWERA. <box>925 946 1094 1028</box>
advertisement-title: ABRAHAM AND WILLIAMS, LTD., <box>767 174 889 182</box>
advertisement-block <box>744 1309 912 1340</box>
advertisement-title: WAIRARAPA SHEEP COUNTRY—GOOD. <box>939 1495 1080 1503</box>
advertisement-text: 30 ACRES—15 acres in trees, about 800 trees, 16 acres in full bearing, balance young trees coming on; takings from £800 to £1000 per annum, and still increases. Good 8-roomed house with all conveniences; also all necessary buildings, and plant for carrying on the place. Owner will Exchange for a going concern, including house, cow, implements, plant, etc.; in fact, the whole outfit, except furniture and personal effects. This orchard is the choicest on the market. Owner's sons gone to the Front. About £500 worth of fruit now on the trees. Price, £3500; Equity, £2000. Would consider exchange for something in Wanganui. Apply to F. PARK, STOCK AND STATION AGENT, WANGANUI. <box>925 611 1094 701</box>
advertisement-text: LAND AGENTS AND AUCTIONEERS, WELLINGTON. WAIKATO. 439 ACRES, L.I.P., near Main Station, 400 acres in grass, 16 acres turnips; wintered 500 ewes, 300 cattle, 12 horses; 16 paddocks; good, well-watered; 5-roomed house, nicely laid out orchard and gardens, 3-stall cowshed, piggeries, implement shed, and other out-buildings; main daily, school 1 mile. Railway 5½ miles (Glaxo Factory handy). Rent, £250 p.a. Price, £3 per acre; £2,000 cash, balance arranged. Adjoining farm excited at £6 per acre. No. 2768. 229 ACRES, Freehold, near Main Station; 225 acres in grass, balance tea-tree; 10 paddocks; good 5-roomed house; carrying 70 dairy cows at present; on improved to 90 cows. Stable, 5 rooms, two 3-bedroomed, 6-stall cowshed, machines installed, implement shed, etc.; School, railway, store, P.O., and factory 1 mile. Price, £40 per acre; £2,000 cash, or would exchange for town property. No. 2768. 197 ACRES, L.T.T., in good dairying district: 177 acres in grass, balance surface sown; 13 paddocks, good 3 and 4-bed fences; estimated carrying capacity 50 cows; new 5-room house, 3 large rooms, every convenience, 5-stall cowshed, machine installed, implement shed, etc.; school, railway, store, P.O., and factory 1 mile. Price, £40 per acre; £1000 cash. No. 208. We issue monthly a "Register and Property Investors' Guide," containing particulars of hundreds of farm and city properties. Call or write for a copy. <box>563 69 731 274</box>
advertisement-title: GOOD MIXED FARM. <box>963 1691 1056 1702</box>
advertisement-text: (Off Cuba Street), Wellington's Leading Private Hotel. Accommodation for 200 Guests. First-class Cuisine. Every modern convenience. Lifts. Separate Smoking and Writing rooms, etc. Lounges, and Eight Modern Bathrooms, including electric light and electric fire, alarms. Tariff, 1s. 6d. per day; £2 2s. per week. <box>563 639 731 680</box>
advertisement-text: PLANS and Specifications for FREEZING WORKS, ABATTOIRS, DEHYDRATING PLANTS, COLD STORES FOR FRUIT, MEATS, EGGS, DAIRY PRODUCE. Twenty-eight years' experience in Five Countries, including U.S.A. Existing Works Re-modelled. Consulting. Reports. E. J. GREENSTREET, F.R.A.I.C., Cold Storage Architect, 1 Bennett Street, Christchurch. <box>20 550 188 608</box>
page-number: 10 <box>36 10 58 35</box>
advertisement-block <box>744 1141 912 1306</box>
advertisement-title: WE are offering— <box>68 1072 140 1083</box>
advertisement-text: SATURDAY, MARCH 9th, 1918 (Second Day of Napier Park Races), At 10 a.m. sharp. HOADLEY, SON, AND STEWART, LIMITED, instructed by Mrs. Perry and Mr. E. J. Watt, will sell by Public Auction, at the Hastings Racing Stables, Hastings, as above:— The BROOD MARES: Ethena (Imp.), Lady Altorine, Opinion, Lady Ada, Gold Seal—With Foals. Bay Colt by Merriwee; also Ewe, Ashore, Glass, and Sol Amatric, and Mitre Fox (Imp.).—Yearlings by Ell Black—Mrs. Wigg; by Afhonia—All Bliss; by Altheoe—Mrs. Wigg; by Formative—Amber; by Gold Circle—Pollaid. Catalogues will be forwarded on application to the Auctioneers, Napier. H. N. STEWART, Auctioneer. <box>382 890 550 1005</box>
advertisement-block <box>744 175 912 296</box>
advertisement-text: CORNHILL STREET. House, Window, and Office-Cleaning Contractor. Carpets Cleaned and Beaten by Machinery. ALL ORDERS PROMPTLY EXECUTED. (Telephone 2321 (3 rings).) <box>201 1134 369 1175</box>
column-heading: LAND NOTICES. <box>744 44 912 54</box>
advertisement-block <box>744 842 912 904</box>
masthead <box>14 6 1100 40</box>
advertisement-text: WEDNESDAY, 6th MARCH, 1918. MESSRS. ABRAHAM AND WILLIAMS, LTD., will sell as above, at 1 p.m.:— 230 lambs 26 good ewes 50 forward ewes 94 mixed 2-tooths 4 Lincoln rams 100 good 2-tooth ewes 120 f.f.m. breeding ewes 8 6-tooth Romney rams 10 fat cows (good) 10 3-year steers 15 2-year steers 8 forward cows 10 heifers (in calf) 20 weaners (fat) 3 steers <box>201 397 369 544</box>
advertisement-title: EXPANDED METAL <box>39 856 169 872</box>
advertisement-title: HARCOURT & CO., <box>605 57 689 68</box>
advertisement-title: W. H. PHILP, <box>243 1117 327 1133</box>
advertisement-title: HEALTHY HAWKE'S BAY SHEEP COUNTRY. <box>932 819 1087 827</box>
advertisement-block <box>744 1431 912 1486</box>
advertisement-title: MALTHOID <box>65 662 143 678</box>
advertisement-title: LAND SALE. <box>424 297 508 313</box>
advertisement-title: PROPERTIES FOR EXCHANGE. <box>942 1579 1077 1590</box>
advertisement-block <box>744 575 912 672</box>
advertisement-title: LIMESTONE SHEEP & CATTLE LAND—SALE OR EXCHANGE. <box>748 299 908 316</box>
advertisement-title: SMALL GRAZING-RUN LEASE. <box>942 1037 1077 1048</box>
advertisement-text: At 1.30 o'clock, SALE OF VALUABLE AND ALMOST NEW JOHN TANN SAFE, 36 x 30 x 26. E. JOHNSTON AND CO. have received instructions to sell at their Rooms 1 LARGE SAFE (quite new), now on view. <box>382 248 550 289</box>
advertisement-block <box>925 599 1094 706</box>
advertisement-title: A REALLY GOOD DAIRY FARM. <box>941 251 1078 262</box>
advertisement-title: THE MANSION PRIVATE HOTEL, <box>575 573 719 584</box>
